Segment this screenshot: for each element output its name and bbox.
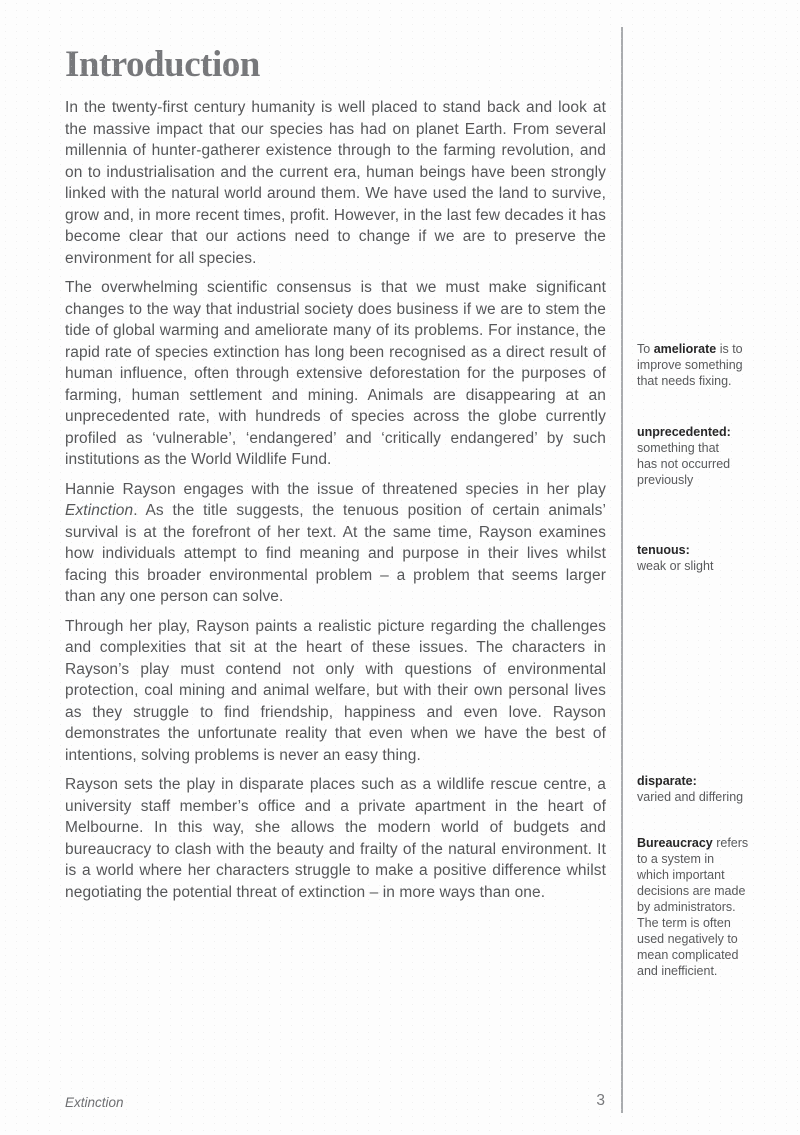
margin-note-bureaucracy: Bureaucracy refers to a system in which important decisions are made by administrators. The term is often used negatively to mean complicated and inefficient. (637, 836, 749, 978)
body-paragraph: In the twenty-first century humanity is well placed to stand back and look at the massive impact that our species has had on planet Earth. From several millennia of hunter-gatherer existence through to the farming revolution, and on to industrialisation and the current era, human beings have been strongly linked with the natural world around them. We have used the land to survive, grow and, in more recent times, profit. However, in the last few decades it has become clear that our actions need to change if we are to preserve the environment for all species. (65, 99, 606, 267)
body-paragraph: Hannie Rayson engages with the issue of threatened species in her play Extinction. As the title suggests, the tenuous position of certain animals’ survival is at the forefront of her text. At the same time, Rayson examines how individuals attempt to find meaning and purpose in their lives whilst facing this broader environmental problem – a problem that seems larger than any one person can solve. (65, 480, 606, 605)
margin-note-disparate: disparate: varied and differing (637, 774, 744, 804)
body-paragraph: Through her play, Rayson paints a realistic picture regarding the challenges and complexities that sit at the heart of these issues. The characters in Rayson’s play must contend not only with questions of environmental protection, coal mining and animal welfare, but with their own personal lives as they struggle to find friendship, happiness and even love. Rayson demonstrates the unfortunate reality that even when we have the best of intentions, solving problems is never an easy thing. (65, 617, 606, 764)
column-divider (621, 27, 623, 1113)
main-column (65, 45, 606, 911)
page-title: Introduction (65, 44, 260, 85)
margin-note-tenuous: tenuous: weak or slight (637, 543, 714, 573)
margin-note-ameliorate: To ameliorate is to improve something that needs fixing. (637, 342, 743, 388)
margin-note-unprecedented: unprecedented: something that has not occurred previously (637, 425, 731, 487)
footer-book-title: Extinction (65, 1095, 124, 1110)
body-paragraph: The overwhelming scientific consensus is that we must make significant changes to the way that industrial society does business if we are to stem the tide of global warming and ameliorate many of its problems. For instance, the rapid rate of species extinction has long been recognised as a direct result of human influence, often through extensive deforestation for the purposes of farming, human settlement and mining. Animals are disappearing at an unprecedented rate, with hundreds of species across the globe currently profiled as ‘vulnerable’, ‘endangered’ and ‘critically endangered’ by such institutions as the World Wildlife Fund. (65, 279, 606, 468)
body-paragraph: Rayson sets the play in disparate places such as a wildlife rescue centre, a university staff member’s office and a private apartment in the heart of Melbourne. In this way, she allows the modern world of budgets and bureaucracy to clash with the beauty and frailty of the natural environment. It is a world where her characters struggle to make a positive difference whilst negotiating the potential threat of extinction – in more ways than one. (65, 776, 606, 901)
footer-page-number: 3 (596, 1092, 605, 1109)
